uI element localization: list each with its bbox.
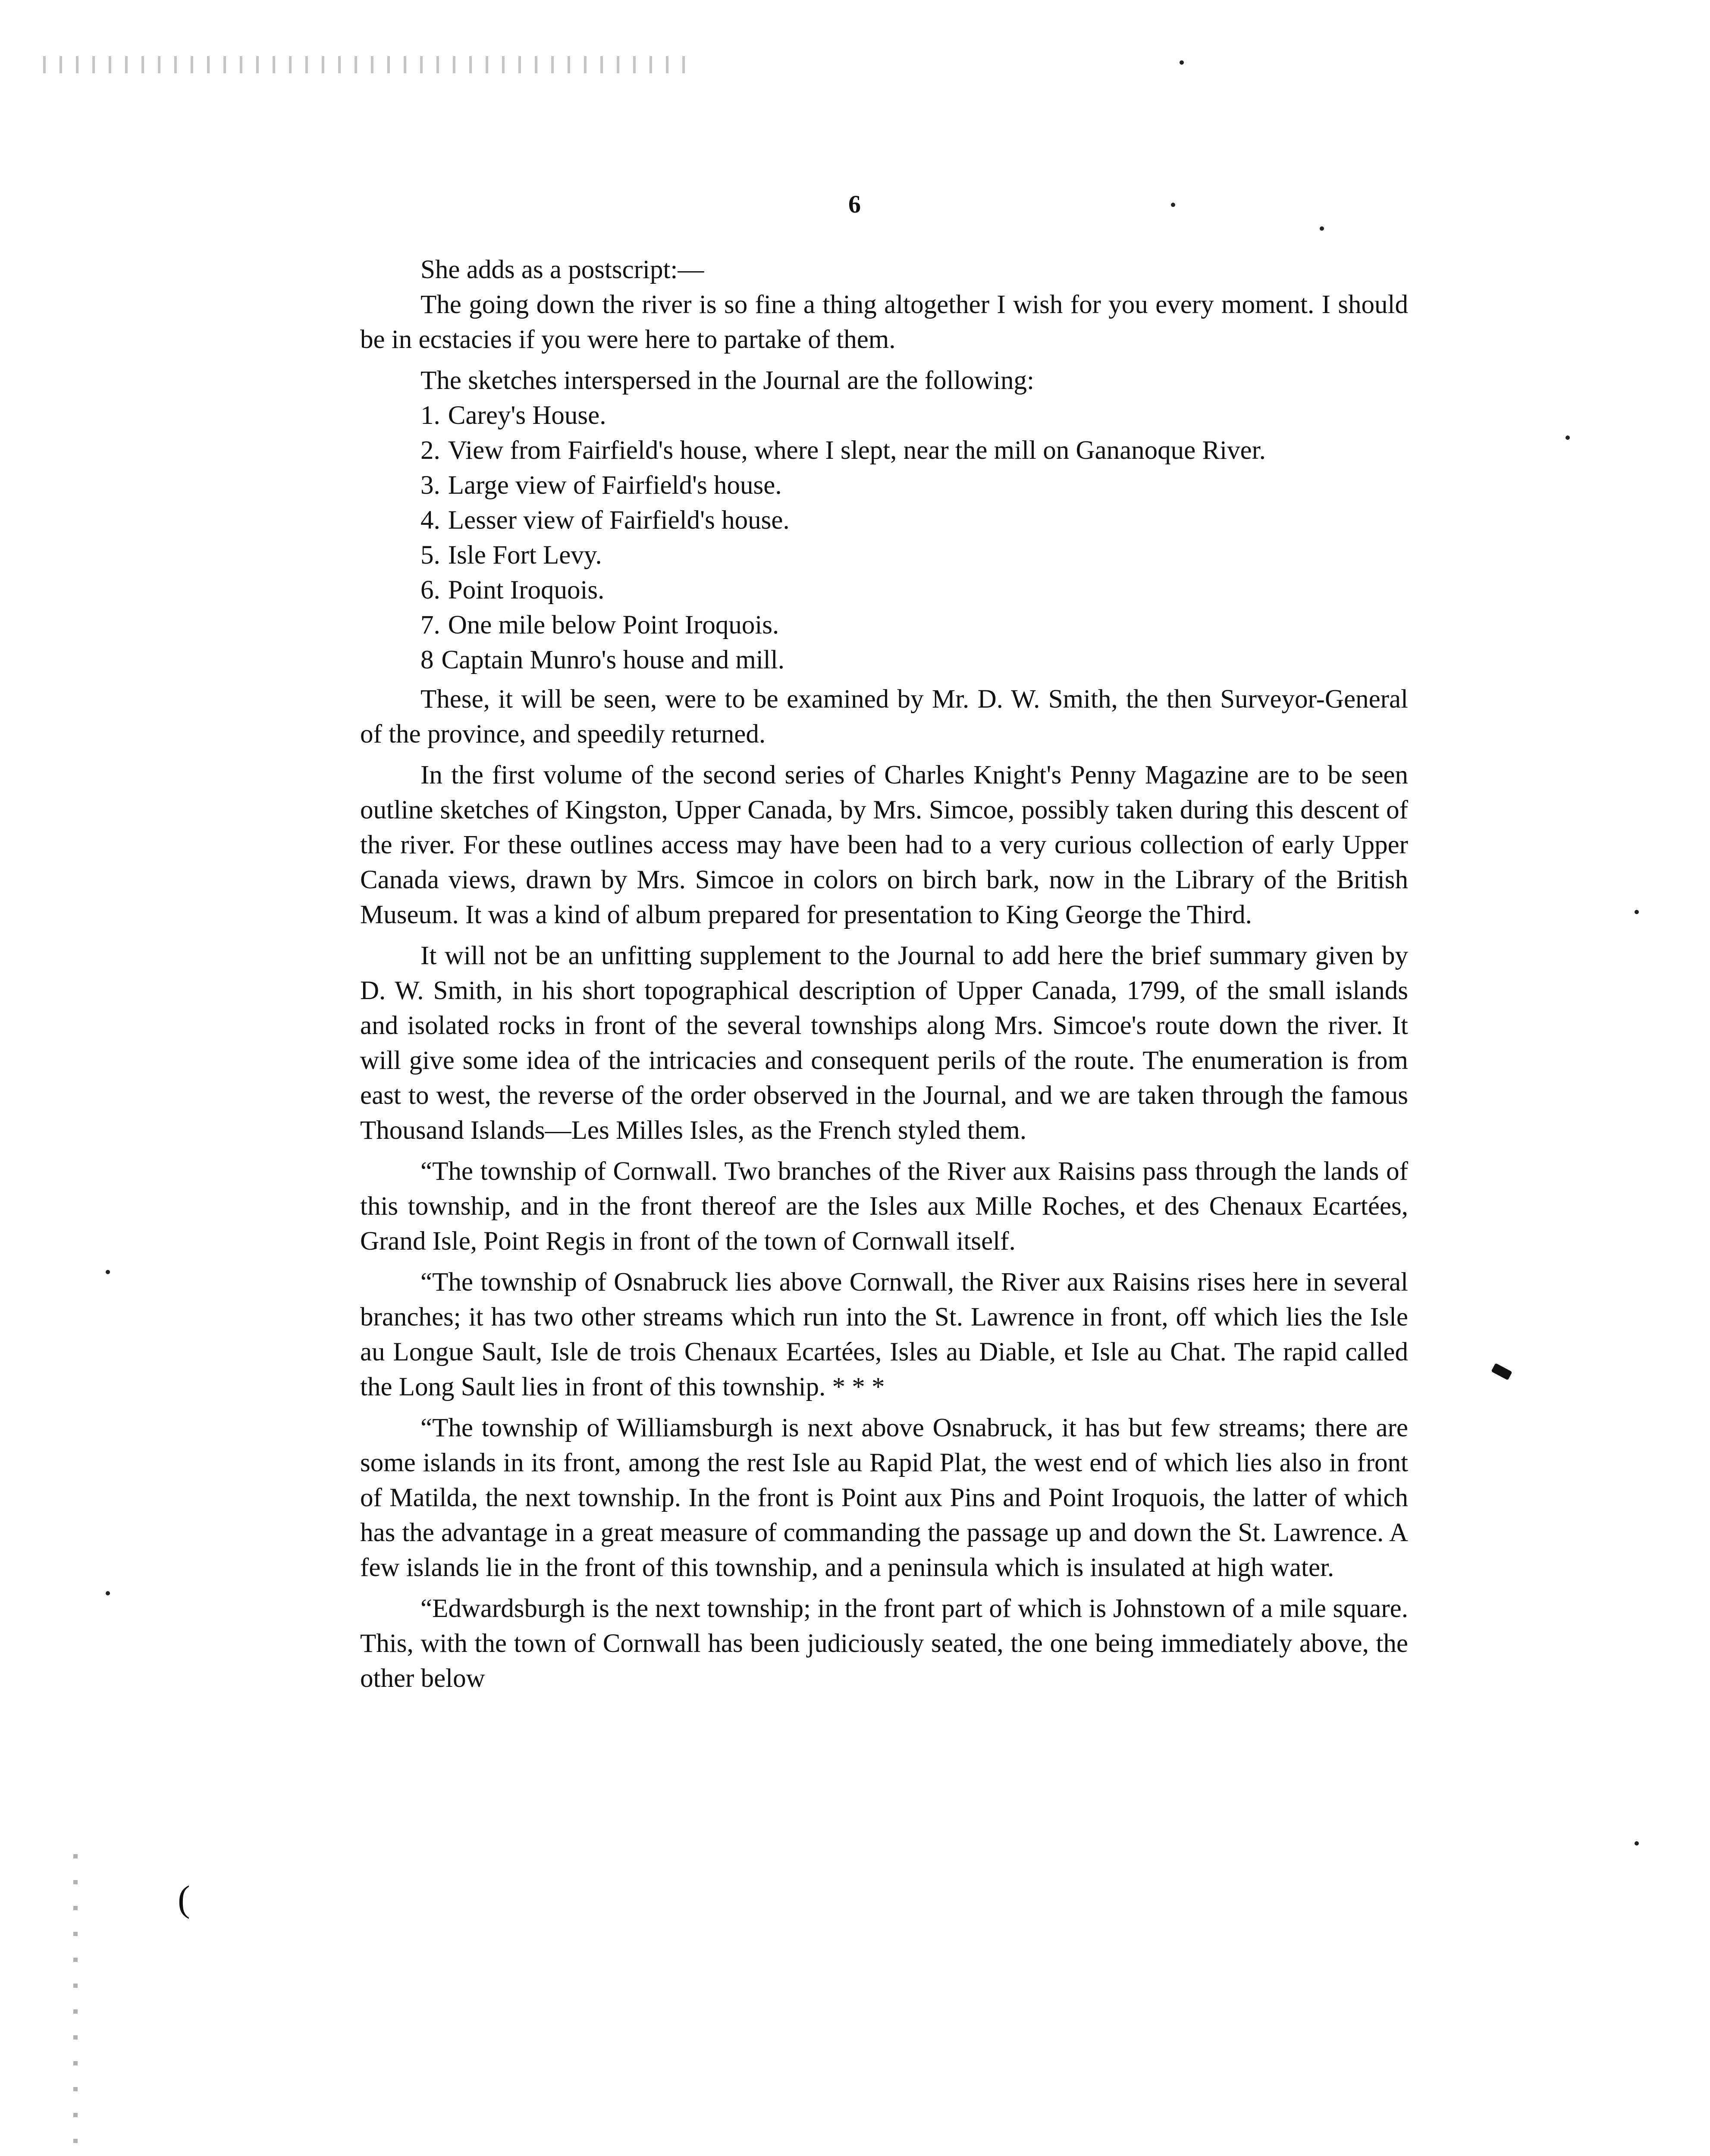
list-item-text: Carey's House. (448, 401, 606, 430)
list-item (360, 503, 1408, 538)
list-item-number: 4. (420, 506, 440, 535)
body-text (360, 252, 1408, 1696)
quoted-paragraph: “The township of Williamsburgh is next above Osnabruck, it has but few streams; there are some islands in its front, among the rest Isle au Rapid Plat, the west end of which lies also in front of Matilda, the next township. In the front is Point aux Pins and Point Iroquois, the latter of which has the advantage in a great measure of commanding the passage up and down the St. Lawrence. A few islands lie in the front of this township, and a peninsula which is insulated at high water. (360, 1413, 1408, 1582)
scan-noise-left (73, 1854, 78, 2156)
list-item (360, 608, 1408, 642)
quoted-paragraph: “The township of Osnabruck lies above Cornwall, the River aux Raisins rises here in several branches; it has two other streams which run into the St. Lawrence in front, off which lies the Isle au Longue Sault, Isle de trois Chenaux Ecartées, Isles au Diable, et Isle au Chat. The rapid called the Long Sault lies in front of this township. * * * (360, 1268, 1408, 1401)
quoted-paragraph: “The township of Cornwall. Two branches of the River aux Raisins pass through the lands of this township, and in the front thereof are the Isles aux Mille Roches, et des Chenaux Ecartées, Grand Isle, Point Regis in front of the town of Cornwall itself. (360, 1157, 1408, 1256)
list-item (360, 573, 1408, 608)
list-item (360, 642, 1408, 677)
paragraph: These, it will be seen, were to be examined by Mr. D. W. Smith, the then Surveyor-General of the province, and speedily returned. (360, 685, 1408, 749)
list-item-number: 6. (420, 576, 440, 605)
list-item-number: 2. (420, 436, 440, 465)
scan-speck (1320, 226, 1324, 231)
paragraph: The sketches interspersed in the Journal are the following: (420, 366, 1034, 395)
list-item-number: 3. (420, 471, 440, 500)
scan-speck (1180, 60, 1184, 65)
list-item (360, 538, 1408, 573)
list-item-number: 1. (420, 401, 440, 430)
scan-speck (106, 1270, 110, 1274)
list-item-text: Point Iroquois. (448, 576, 605, 605)
paragraph: It will not be an unfitting supplement to the Journal to add here the brief summary given by D. W. Smith, in his short topographical description of Upper Canada, 1799, of the small islands and isolated rocks in front of the several townships along Mrs. Simcoe's route down the river. It will give some idea of the intricacies and consequent perils of the route. The enumeration is from east to west, the reverse of the order observed in the Journal, and we are taken through the famous Thousand Islands—Les Milles Isles, as the French styled them. (360, 941, 1408, 1145)
list-item-number: 7. (420, 611, 440, 639)
list-item-text: Large view of Fairfield's house. (448, 471, 782, 500)
scan-speck (106, 1591, 110, 1595)
list-item (360, 433, 1408, 468)
paragraph: In the first volume of the second series of Charles Knight's Penny Magazine are to be seen outline sketches of Kingston, Upper Canada, by Mrs. Simcoe, possibly taken during this descent of the river. For these outlines access may have been had to a very curious collection of early Upper Canada views, drawn by Mrs. Simcoe in colors on birch bark, now in the Library of the British Museum. It was a kind of album prepared for presentation to King George the Third. (360, 761, 1408, 929)
list-item (360, 398, 1408, 433)
scan-noise-top (43, 56, 690, 73)
list-item-text: Isle Fort Levy. (448, 541, 602, 570)
paragraph: She adds as a postscript:— (420, 255, 704, 284)
sketch-list (360, 398, 1408, 677)
list-item-number: 8 (420, 646, 434, 674)
list-item-text: Lesser view of Fairfield's house. (448, 506, 790, 535)
scan-speck (1566, 436, 1570, 440)
scan-mark (1491, 1363, 1512, 1380)
list-item-number: 5. (420, 541, 440, 570)
list-item (360, 468, 1408, 503)
list-item-text: One mile below Point Iroquois. (448, 611, 779, 639)
list-item-text: Captain Munro's house and mill. (441, 646, 784, 674)
scan-mark: ( (178, 1878, 190, 1919)
page-number: 6 (848, 190, 862, 218)
scan-speck (1635, 910, 1639, 914)
quoted-paragraph: “Edwardsburgh is the next township; in the front part of which is Johnstown of a mile square. This, with the town of Cornwall has been judiciously seated, the one being immediately above, the other below (360, 1594, 1408, 1693)
list-item-text: View from Fairfield's house, where I slept, near the mill on Gananoque River. (448, 436, 1266, 465)
scan-speck (1635, 1841, 1639, 1846)
paragraph: The going down the river is so fine a thing altogether I wish for you every moment. I should be in ecstacies if you were here to partake of them. (360, 290, 1408, 354)
